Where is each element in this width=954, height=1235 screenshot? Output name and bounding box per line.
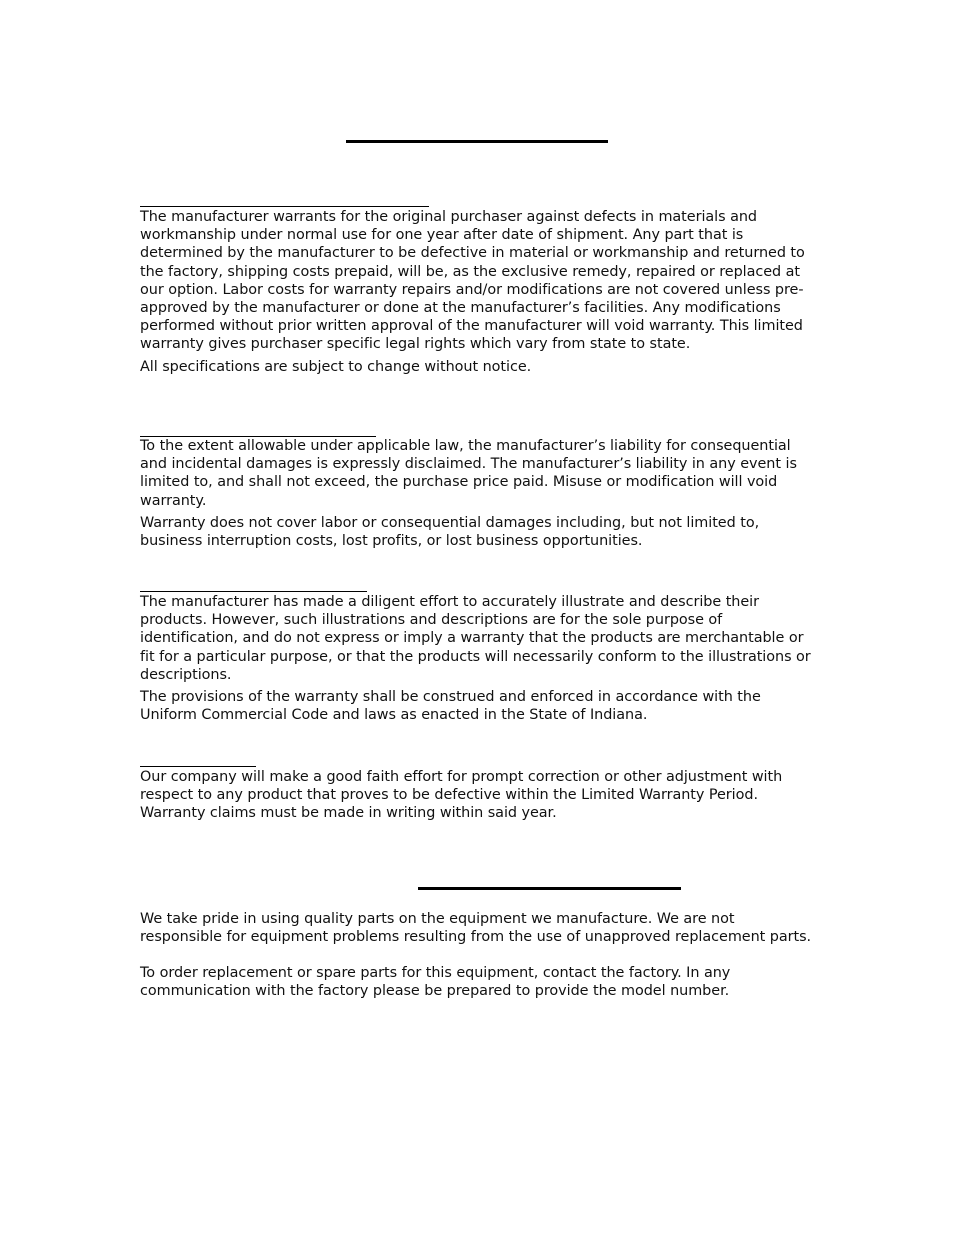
replacement-parts-paragraph-1: We take pride in using quality parts on the equipment we manufacture. We are not responsible for equipment problems resulting from the use of unapproved replacement parts. <box>140 911 812 946</box>
warranty-heading-rule <box>346 140 608 143</box>
section-3-paragraph-1: The manufacturer has made a diligent effort to accurately illustrate and describe their products. However, such illustrations and descriptions are for the sole purpose of identification, and do not express or imply a warranty that the products are merchantable or fit for a particular purpose, or that the products will necessarily conform to the illustrations or descriptions. <box>140 594 811 683</box>
section-1-heading-rule <box>140 206 429 207</box>
section-2-paragraph-1: To the extent allowable under applicable law, the manufacturer’s liability for consequential and incidental damages is expressly disclaimed. The manufacturer’s liability in any event is limited to, and shall not exceed, the purchase price paid. Misuse or modification will void warranty. <box>140 438 797 509</box>
section-4-heading-rule <box>140 766 256 767</box>
section-1-paragraph-1: The manufacturer warrants for the original purchaser against defects in materials and workmanship under normal use for one year after date of shipment. Any part that is determined by the manufacturer to be defective in material or workmanship and returned to the factory, shipping costs prepaid, will be, as the exclusive remedy, repaired or replaced at our option. Labor costs for warranty repairs and/or modifications are not covered unless pre-approved by the manufacturer or done at the manufacturer’s facilities. Any modifications performed without prior written approval of the manufacturer will void warranty. This limited warranty gives purchaser specific legal rights which vary from state to state. <box>140 209 805 353</box>
replacement-parts-heading-rule <box>418 887 681 890</box>
section-4-paragraph-1: Our company will make a good faith effort for prompt correction or other adjustment with respect to any product that proves to be defective within the Limited Warranty Period. Warranty claims must be made in writing within said year. <box>140 769 783 822</box>
section-3-paragraph-2: The provisions of the warranty shall be construed and enforced in accordance with the Uniform Commercial Code and laws as enacted in the State of Indiana. <box>140 689 761 724</box>
section-1-paragraph-2: All specifications are subject to change without notice. <box>140 359 532 375</box>
section-3-heading-rule <box>140 591 367 592</box>
section-2-paragraph-2: Warranty does not cover labor or consequential damages including, but not limited to, business interruption costs, lost profits, or lost business opportunities. <box>140 515 760 550</box>
replacement-parts-paragraph-2: To order replacement or spare parts for this equipment, contact the factory. In any communication with the factory please be prepared to provide the model number. <box>140 965 731 1000</box>
